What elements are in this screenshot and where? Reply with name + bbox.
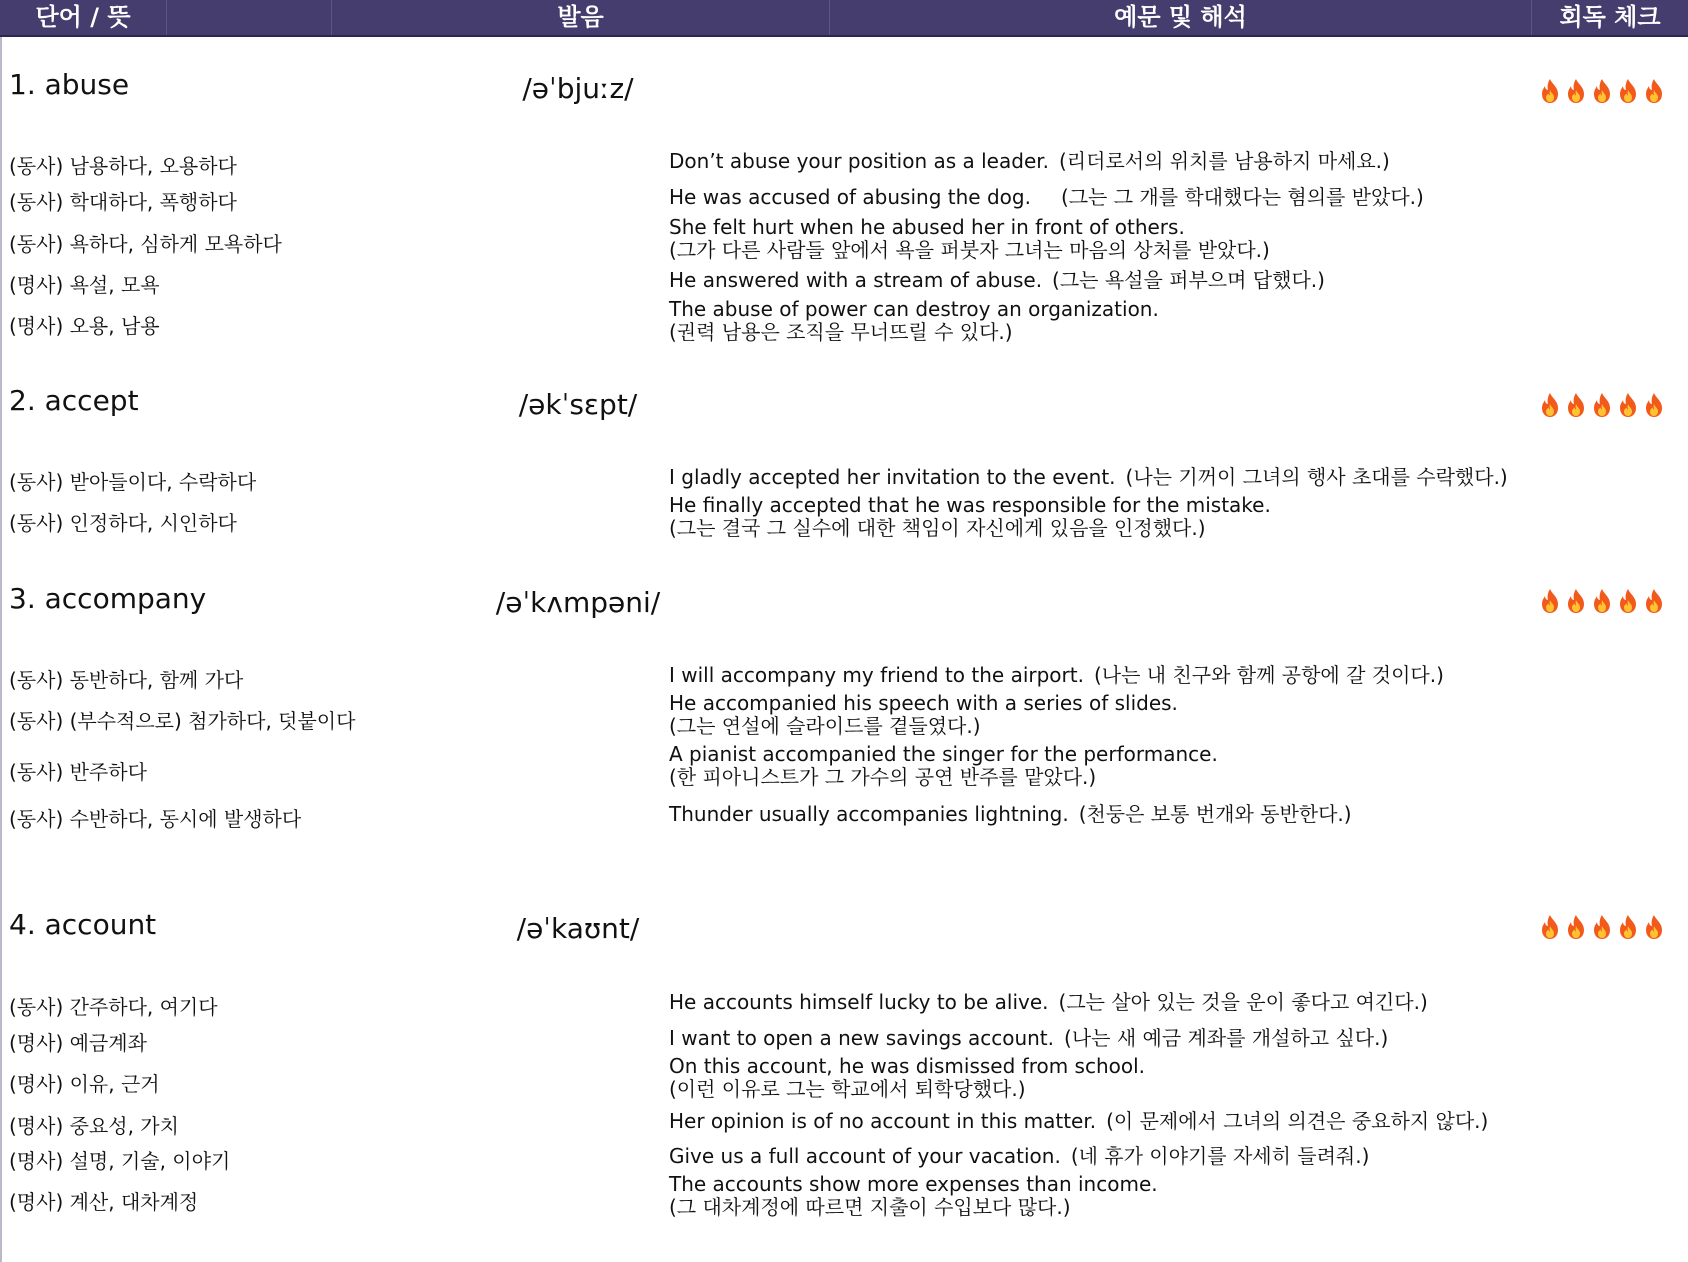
header-review-check: 회독 체크	[1559, 3, 1661, 31]
fire-icon[interactable]	[1590, 392, 1614, 418]
example-en: The abuse of power can destroy an organization.	[669, 297, 1159, 321]
example-ko: (그는 결국 그 실수에 대한 책임이 자신에게 있음을 인정했다.)	[669, 516, 1206, 540]
example-ko: (천둥은 보통 번개와 동반한다.)	[1078, 802, 1352, 826]
fire-icon[interactable]	[1642, 78, 1666, 104]
meaning: (동사) 남용하다, 오용하다	[9, 154, 237, 178]
review-checks	[1538, 914, 1673, 940]
table-header	[0, 0, 1688, 37]
fire-icon[interactable]	[1642, 914, 1666, 940]
fire-icon[interactable]	[1616, 588, 1640, 614]
fire-icon[interactable]	[1590, 588, 1614, 614]
header-examples: 예문 및 해석	[830, 0, 1532, 35]
meaning: (동사) 수반하다, 동시에 발생하다	[9, 807, 302, 831]
example-ko: (리더로서의 위치를 남용하지 마세요.)	[1059, 149, 1390, 173]
fire-icon[interactable]	[1616, 78, 1640, 104]
example	[669, 269, 1325, 292]
review-checks	[1538, 78, 1673, 104]
example	[669, 298, 1159, 344]
example-en: I want to open a new savings account.	[669, 1026, 1055, 1050]
header-divider-cell	[167, 0, 332, 35]
fire-icon[interactable]	[1642, 588, 1666, 614]
example-en: Thunder usually accompanies lightning.	[669, 802, 1069, 826]
example	[669, 991, 1428, 1014]
fire-icon[interactable]	[1564, 588, 1588, 614]
fire-icon[interactable]	[1642, 392, 1666, 418]
meaning: (명사) 계산, 대차계정	[9, 1190, 199, 1214]
example	[669, 803, 1352, 826]
example-ko: (권력 남용은 조직을 무너뜨릴 수 있다.)	[669, 320, 1013, 344]
meaning: (동사) 간주하다, 여기다	[9, 995, 218, 1019]
fire-icon[interactable]	[1590, 914, 1614, 940]
example-ko: (나는 기꺼이 그녀의 행사 초대를 수락했다.)	[1125, 465, 1508, 489]
example	[669, 1055, 1145, 1101]
pronunciation: /əˈbjuːz/	[522, 72, 634, 105]
header-word-meaning: 단어 / 뜻	[0, 0, 167, 35]
fire-icon[interactable]	[1590, 78, 1614, 104]
fire-icon[interactable]	[1616, 914, 1640, 940]
example	[669, 692, 1178, 738]
example	[669, 664, 1444, 687]
fire-icon[interactable]	[1538, 588, 1562, 614]
table-left-border	[0, 37, 2, 1262]
example-ko: (그는 그 개를 학대했다는 혐의를 받았다.)	[1060, 185, 1424, 209]
example	[669, 743, 1218, 789]
fire-icon[interactable]	[1616, 392, 1640, 418]
review-checks	[1538, 588, 1673, 614]
example-en: I gladly accepted her invitation to the event.	[669, 465, 1116, 489]
example-en: He accompanied his speech with a series of slides.	[669, 691, 1178, 715]
example-en: A pianist accompanied the singer for the performance.	[669, 742, 1218, 766]
meaning: (동사) 반주하다	[9, 760, 147, 784]
meaning: (명사) 이유, 근거	[9, 1072, 160, 1096]
example	[669, 466, 1508, 489]
example	[669, 1110, 1488, 1133]
example-ko: (이 문제에서 그녀의 의견은 중요하지 않다.)	[1106, 1109, 1489, 1133]
example-en: The accounts show more expenses than income.	[669, 1172, 1158, 1196]
fire-icon[interactable]	[1538, 392, 1562, 418]
example-en: He finally accepted that he was responsible for the mistake.	[669, 493, 1271, 517]
pronunciation: /əˈkaʊnt/	[516, 912, 640, 945]
meaning: (동사) 동반하다, 함께 가다	[9, 668, 244, 692]
word-title: 4. account	[9, 908, 157, 941]
example-en: He was accused of abusing the dog.	[669, 185, 1031, 209]
example-ko: (네 휴가 이야기를 자세히 들려줘.)	[1070, 1144, 1370, 1168]
fire-icon[interactable]	[1538, 78, 1562, 104]
example-en: On this account, he was dismissed from school.	[669, 1054, 1146, 1078]
example-en: Her opinion is of no account in this matter.	[669, 1109, 1097, 1133]
meaning: (동사) 인정하다, 시인하다	[9, 511, 237, 535]
meaning: (명사) 오용, 남용	[9, 314, 160, 338]
meaning: (동사) (부수적으로) 첨가하다, 덧붙이다	[9, 709, 356, 733]
word-title: 2. accept	[9, 384, 139, 417]
example	[669, 216, 1270, 262]
example	[669, 1027, 1388, 1050]
word-title: 1. abuse	[9, 68, 130, 101]
example-en: Give us a full account of your vacation.	[669, 1144, 1061, 1168]
example-ko: (그 대차계정에 따르면 지출이 수입보다 많다.)	[669, 1195, 1071, 1219]
example-en: I will accompany my friend to the airport.	[669, 663, 1084, 687]
example	[669, 1145, 1369, 1168]
example-ko: (그가 다른 사람들 앞에서 욕을 퍼붓자 그녀는 마음의 상처를 받았다.)	[669, 238, 1270, 262]
pronunciation: /əˈkʌmpəni/	[495, 586, 661, 619]
example-ko: (나는 내 친구와 함께 공항에 갈 것이다.)	[1093, 663, 1444, 687]
example	[669, 150, 1390, 173]
meaning: (동사) 욕하다, 심하게 모욕하다	[9, 232, 282, 256]
example-ko: (그는 연설에 슬라이드를 곁들였다.)	[669, 714, 981, 738]
example-ko: (그는 욕설을 퍼부으며 답했다.)	[1052, 268, 1325, 292]
example-en: She felt hurt when he abused her in front of others.	[669, 215, 1185, 239]
header-pronunciation: 발음	[332, 0, 830, 35]
fire-icon[interactable]	[1564, 392, 1588, 418]
meaning: (명사) 예금계좌	[9, 1031, 147, 1055]
meaning: (명사) 설명, 기술, 이야기	[9, 1149, 231, 1173]
example-en: He answered with a stream of abuse.	[669, 268, 1043, 292]
meaning: (동사) 받아들이다, 수락하다	[9, 470, 257, 494]
example-ko: (그는 살아 있는 것을 운이 좋다고 여긴다.)	[1058, 990, 1428, 1014]
word-title: 3. accompany	[9, 582, 207, 615]
fire-icon[interactable]	[1564, 78, 1588, 104]
example-ko: (이런 이유로 그는 학교에서 퇴학당했다.)	[669, 1077, 1026, 1101]
fire-icon[interactable]	[1564, 914, 1588, 940]
example	[669, 1173, 1158, 1219]
fire-icon[interactable]	[1538, 914, 1562, 940]
example-ko: (나는 새 예금 계좌를 개설하고 싶다.)	[1064, 1026, 1389, 1050]
meaning: (명사) 중요성, 가치	[9, 1114, 179, 1138]
meaning: (명사) 욕설, 모욕	[9, 273, 160, 297]
example-en: He accounts himself lucky to be alive.	[669, 990, 1049, 1014]
pronunciation: /əkˈsɛpt/	[518, 388, 638, 421]
example-en: Don’t abuse your position as a leader.	[669, 149, 1049, 173]
example-ko: (한 피아니스트가 그 가수의 공연 반주를 맡았다.)	[669, 765, 1097, 789]
example	[669, 186, 1424, 209]
example	[669, 494, 1271, 540]
meaning: (동사) 학대하다, 폭행하다	[9, 190, 237, 214]
review-checks	[1538, 392, 1673, 418]
